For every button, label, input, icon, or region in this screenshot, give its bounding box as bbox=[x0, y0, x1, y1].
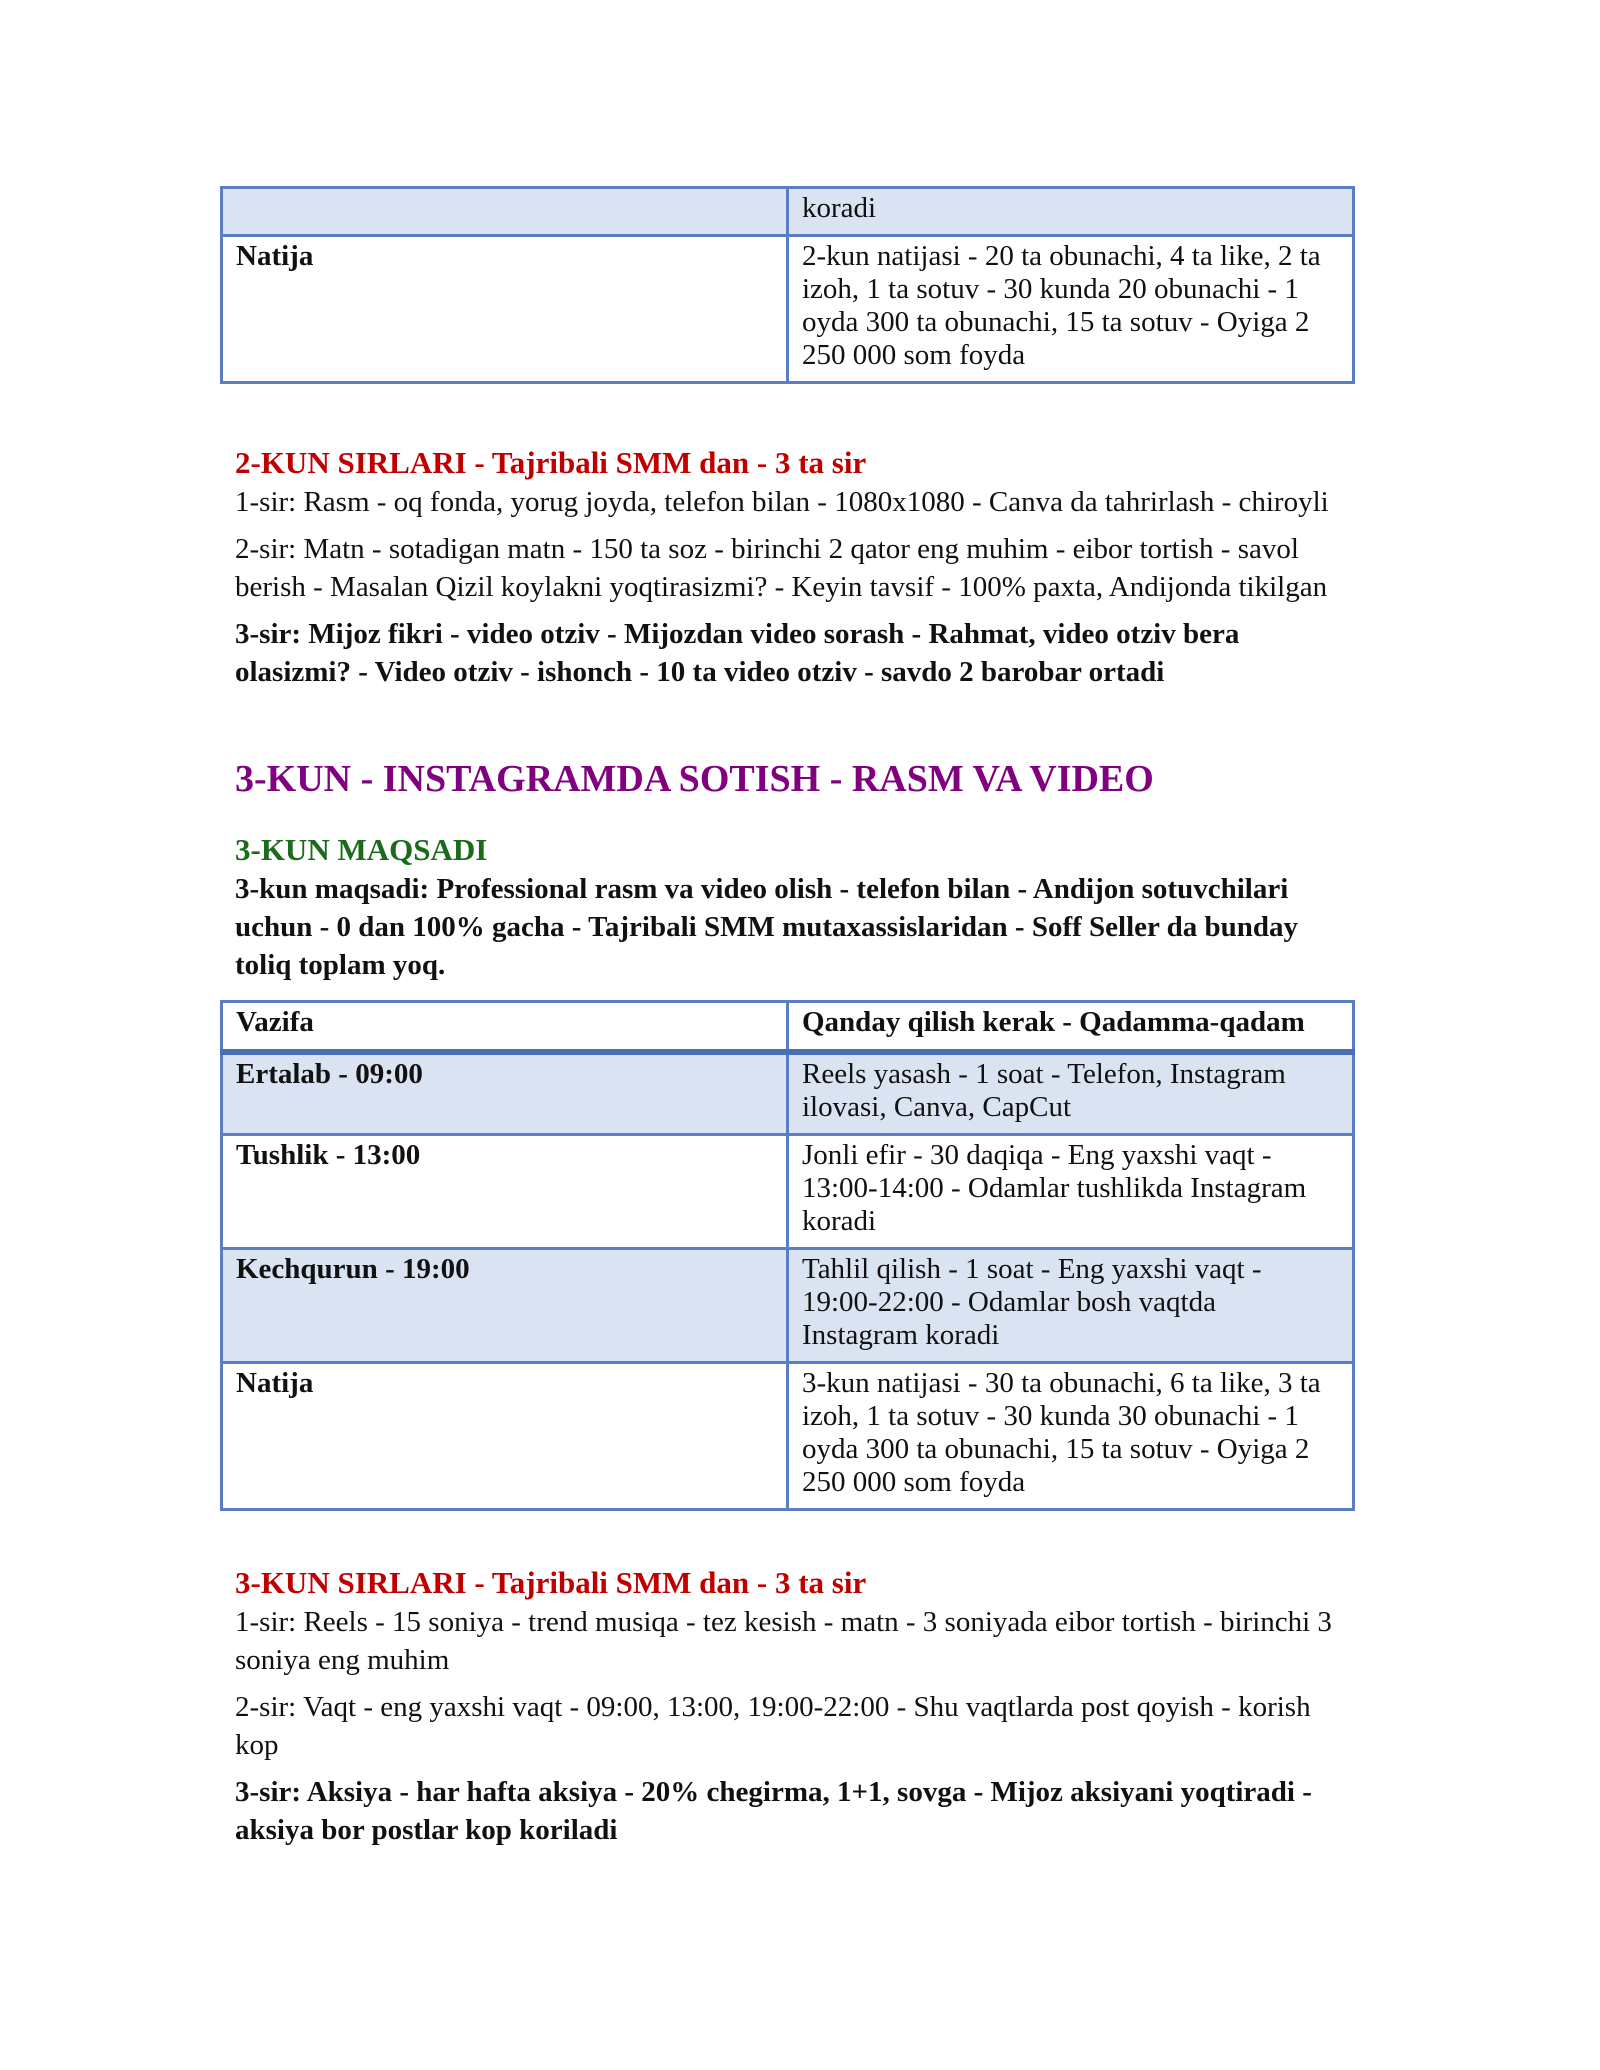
secret-paragraph: 1-sir: Rasm - oq fonda, yorug joyda, telefon bilan - 1080x1080 - Canva da tahrirlash - chiroyli bbox=[235, 486, 1329, 518]
table-cell: koradi bbox=[788, 188, 1354, 236]
day2-table-continued bbox=[220, 186, 1355, 384]
table-cell: Tushlik - 13:00 bbox=[222, 1134, 788, 1248]
section-heading: 3-KUN SIRLARI - Tajribali SMM dan - 3 ta sir bbox=[235, 1565, 867, 1600]
day3-secrets-section bbox=[235, 1565, 1360, 1849]
day3-schedule-table bbox=[220, 1000, 1355, 1511]
table-row bbox=[222, 1248, 1354, 1362]
table-cell: Ertalab - 09:00 bbox=[222, 1052, 788, 1135]
secret-paragraph: 2-sir: Matn - sotadigan matn - 150 ta soz - birinchi 2 qator eng muhim - eibor tortish - savol berish - Masalan Qizil koylakni yoqtirasizmi? - Keyin tavsif - 100% paxta, Andijonda tikilgan bbox=[235, 533, 1328, 603]
table-cell: Tahlil qilish - 1 soat - Eng yaxshi vaqt - 19:00-22:00 - Odamlar bosh vaqtda Instagram koradi bbox=[788, 1248, 1354, 1362]
table-cell: Kechqurun - 19:00 bbox=[222, 1248, 788, 1362]
table-cell: Jonli efir - 30 daqiqa - Eng yaxshi vaqt - 13:00-14:00 - Odamlar tushlikda Instagram koradi bbox=[788, 1134, 1354, 1248]
table-row bbox=[222, 1362, 1354, 1509]
table-cell bbox=[222, 188, 788, 236]
secret-paragraph: 1-sir: Reels - 15 soniya - trend musiqa - tez kesish - matn - 3 soniyada eibor tortish - birinchi 3 soniya eng muhim bbox=[235, 1606, 1332, 1676]
table-cell: 2-kun natijasi - 20 ta obunachi, 4 ta like, 2 ta izoh, 1 ta sotuv - 30 kunda 20 obunachi - 1 oyda 300 ta obunachi, 15 ta sotuv - Oyiga 2 250 000 som foyda bbox=[788, 236, 1354, 383]
table-row bbox=[222, 1052, 1354, 1135]
secret-paragraph: 2-sir: Vaqt - eng yaxshi vaqt - 09:00, 13:00, 19:00-22:00 - Shu vaqtlarda post qoyish - korish kop bbox=[235, 1691, 1311, 1761]
table-cell: 3-kun natijasi - 30 ta obunachi, 6 ta like, 3 ta izoh, 1 ta sotuv - 30 kunda 30 obunachi - 1 oyda 300 ta obunachi, 15 ta sotuv - Oyiga 2 250 000 som foyda bbox=[788, 1362, 1354, 1509]
goal-paragraph: 3-kun maqsadi: Professional rasm va video olish - telefon bilan - Andijon sotuvchilari uchun - 0 dan 100% gacha - Tajribali SMM mutaxassislaridan - Soff Seller da bunday toliq toplam yoq. bbox=[235, 873, 1298, 981]
table-cell: Natija bbox=[222, 236, 788, 383]
secret-paragraph: 3-sir: Aksiya - har hafta aksiya - 20% chegirma, 1+1, sovga - Mijoz aksiyani yoqtiradi - aksiya bor postlar kop koriladi bbox=[235, 1776, 1312, 1846]
table-header-row bbox=[222, 1002, 1354, 1052]
section-heading: 3-KUN MAQSADI bbox=[235, 832, 488, 867]
day3-title: 3-KUN - INSTAGRAMDA SOTISH - RASM VA VIDEO bbox=[235, 758, 1154, 800]
table-cell: Natija bbox=[222, 1362, 788, 1509]
day3-goal-section bbox=[235, 832, 1360, 984]
table-header-cell: Qanday qilish kerak - Qadamma-qadam bbox=[788, 1002, 1354, 1052]
table-row bbox=[222, 188, 1354, 236]
table-header-cell: Vazifa bbox=[222, 1002, 788, 1052]
table-row bbox=[222, 236, 1354, 383]
table-cell: Reels yasash - 1 soat - Telefon, Instagram ilovasi, Canva, CapCut bbox=[788, 1052, 1354, 1135]
section-heading: 2-KUN SIRLARI - Tajribali SMM dan - 3 ta sir bbox=[235, 445, 867, 480]
secret-paragraph: 3-sir: Mijoz fikri - video otziv - Mijozdan video sorash - Rahmat, video otziv bera olasizmi? - Video otziv - ishonch - 10 ta video otziv - savdo 2 barobar ortadi bbox=[235, 618, 1240, 688]
day2-secrets-section bbox=[235, 445, 1360, 691]
table-row bbox=[222, 1134, 1354, 1248]
